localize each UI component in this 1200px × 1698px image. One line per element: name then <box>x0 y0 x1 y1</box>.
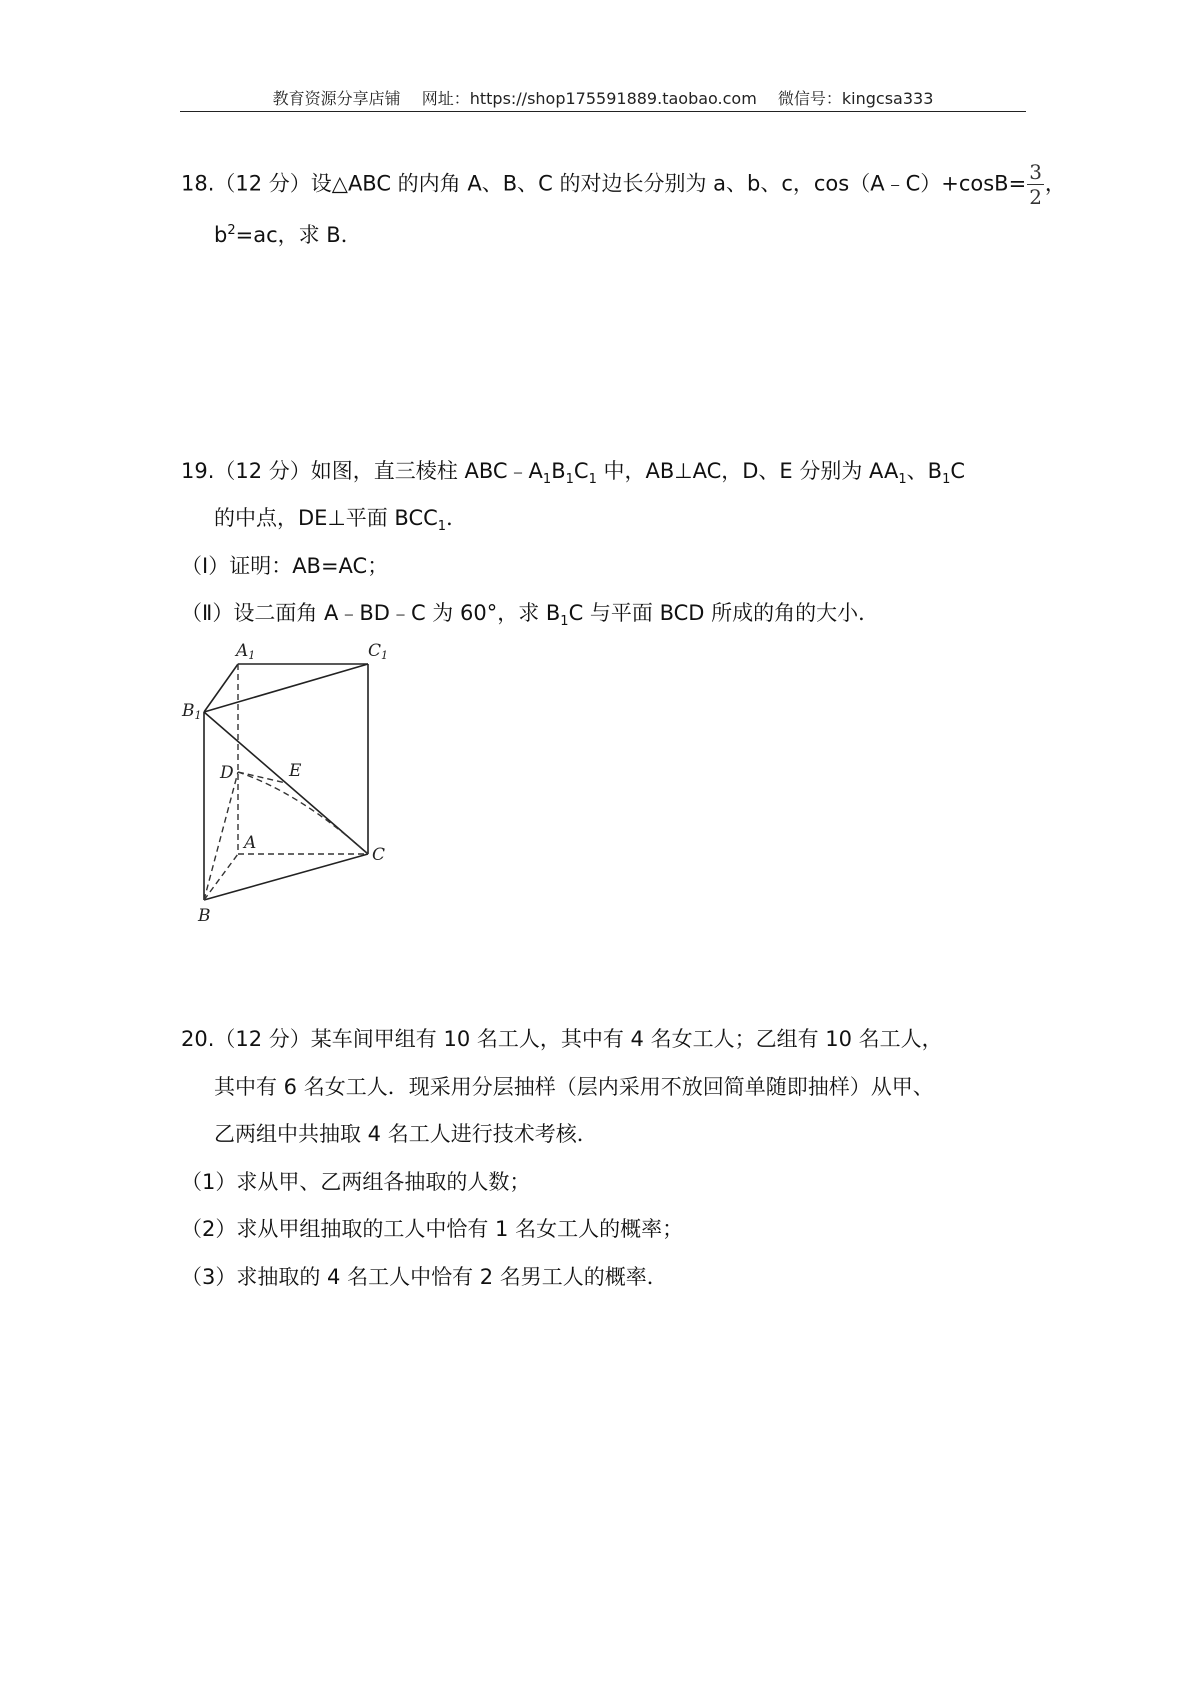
q20-line1: 20.（12 分）某车间甲组有 10 名工人，其中有 4 名女工人；乙组有 10 名工人， <box>181 1027 943 1051</box>
q19-l1-a: 19.（12 分）如图，直三棱柱 ABC﹣A <box>181 459 543 483</box>
q18-tail: ， <box>1044 171 1066 196</box>
sub-1: 1 <box>437 519 447 535</box>
q19-p2-b: C 与平面 BCD 所成的角的大小． <box>568 601 880 625</box>
label-a: A <box>244 833 257 853</box>
sub-1: 1 <box>542 472 552 488</box>
q18-cond: =ac，求 B． <box>235 223 362 247</box>
sub-1: 1 <box>898 472 907 488</box>
q19-p2-a: （Ⅱ）设二面角 A﹣BD﹣C 为 60°，求 B <box>181 601 561 625</box>
q19-l1-b: B <box>551 459 566 483</box>
edge-bc <box>204 854 368 900</box>
wechat-id: 微信号：kingcsa333 <box>777 89 934 108</box>
shop-url: 网址：https://shop175591889.taobao.com <box>421 89 757 108</box>
label-c: C <box>372 845 386 865</box>
shop-name: 教育资源分享店铺 <box>272 89 401 108</box>
q20-line3: 乙两组中共抽取 4 名工人进行技术考核． <box>214 1122 598 1146</box>
edge-b1c1 <box>204 664 368 712</box>
edge-dc <box>238 772 368 854</box>
q19-l2-a: 的中点，DE⊥平面 BCC <box>214 506 438 530</box>
sub-1: 1 <box>565 472 574 488</box>
q18-frac-num: 3 <box>1029 160 1042 184</box>
q20-part3: （3）求抽取的 4 名工人中恰有 2 名男工人的概率． <box>181 1265 668 1289</box>
label-b: B <box>198 906 211 926</box>
q19-l2-b: ． <box>446 506 468 530</box>
label-d: D <box>220 763 234 783</box>
q18-frac-den: 2 <box>1029 185 1042 209</box>
q18-line1 <box>181 160 1066 209</box>
label-c1: C1 <box>368 641 389 662</box>
q18-fraction <box>1027 160 1044 209</box>
q19-l1-f: C <box>950 459 966 483</box>
sub-1: 1 <box>560 614 569 630</box>
q18-sup: 2 <box>227 223 236 238</box>
header-rule <box>180 111 1026 112</box>
q18-b: b <box>214 223 228 247</box>
q19-l1-c: C <box>573 459 589 483</box>
q19-part2 <box>181 601 880 630</box>
q19-l1-e: 、B <box>906 459 943 483</box>
label-a1: A1 <box>236 641 256 662</box>
page-header <box>180 86 1026 109</box>
prism-figure <box>180 638 420 928</box>
q18-line2 <box>214 225 362 246</box>
edge-b1a1 <box>204 664 238 712</box>
q20-part2: （2）求从甲组抽取的工人中恰有 1 名女工人的概率； <box>181 1217 684 1241</box>
edge-bd <box>204 772 238 900</box>
q20-line2: 其中有 6 名女工人．现采用分层抽样（层内采用不放回简单随即抽样）从甲、 <box>214 1075 934 1099</box>
edge-ba <box>204 854 238 900</box>
q19-line1 <box>181 459 966 488</box>
q19-part1: （Ⅰ）证明：AB=AC； <box>181 554 389 578</box>
label-e: E <box>289 761 302 781</box>
q19-l1-d: 中，AB⊥AC，D、E 分别为 AA <box>596 459 899 483</box>
q19-line2 <box>214 506 468 535</box>
label-b1: B1 <box>182 701 202 722</box>
q20-part1: （1）求从甲、乙两组各抽取的人数； <box>181 1170 531 1194</box>
sub-1: 1 <box>942 472 951 488</box>
sub-1: 1 <box>588 472 597 488</box>
q18-text: 18.（12 分）设△ABC 的内角 A、B、C 的对边长分别为 a、b、c，cos（A﹣C）+cosB= <box>181 171 1027 196</box>
